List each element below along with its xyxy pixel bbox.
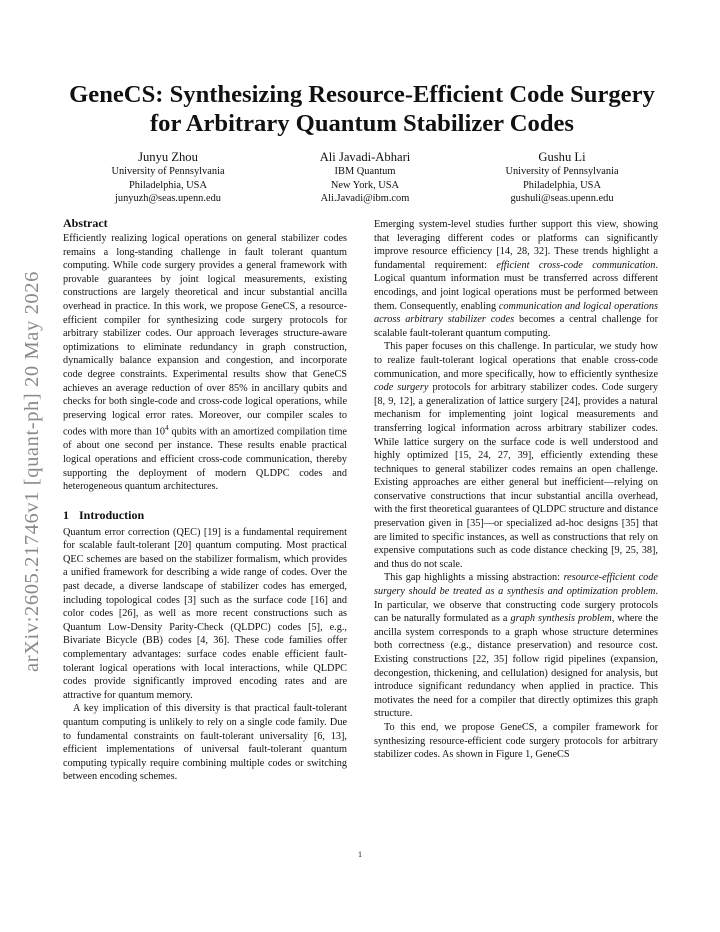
right-column: [374, 218, 658, 762]
paragraph: This paper focuses on this challenge. In particular, we study how to realize fault-tolerant logical operations that enable cross-code communication, and more specifically, how to efficiently synthesize code surgery protocols for arbitrary stabilizer codes. Code surgery [8, 9, 12], a generalization of lattice surgery [24], provides a natural mechanism for implementing joint logical measurements and transferring logical information across arbitrary stabilizer codes. While lattice surgery on the surface code is well understood and highly optimized [15, 24, 27, 39], efficiently extending these techniques to general stabilizer codes remains an open challenge. Existing approaches are either general but inefficient—relying on conservative constructions that incur substantial ancilla overhead, with the first theoretical guarantees of QLDPC structure and distance preservation given in [35]—or specialized ad-hoc designs [35] that are limited to specific instances, as well as constructions that rely on expensive computations such as code distance checking [9, 25, 38], and thus do not scale.: [374, 341, 658, 570]
paragraph: Emerging system-level studies further support this view, showing that leveraging different codes or platforms can significantly improve resource efficiency [14, 28, 32]. These trends highlight a fundamental requirement: efficient cross-code communication. Logical quantum information must be transferred across different encodings, and joint logical operations must be performed between them. Consequently, enabling communication and logical operations across arbitrary stabilizer codes becomes a central challenge for scalable fault-tolerant quantum computing.: [374, 219, 659, 339]
paper-title: GeneCS: Synthesizing Resource-Efficient Code Surgery for Arbitrary Quantum Stabilizer Codes: [69, 81, 655, 137]
author-3: [464, 150, 660, 206]
author-1: [70, 150, 266, 206]
author-name: Ali Javadi-Abhari: [319, 150, 411, 164]
author-name: Gushu Li: [538, 150, 586, 164]
author-block: [70, 150, 660, 206]
author-email: Ali.Javadi@ibm.com: [320, 193, 410, 204]
paragraph: Quantum error correction (QEC) [19] is a fundamental requirement for scalable fault-tolerant [20] quantum computing. Most practical QEC schemes are based on the stabilizer formalism, which provides a unified framework for describing a wide range of codes. Over the past decade, a diverse landscape of stabilizer codes has emerged, including topological codes [3] such as the surface code [16] and color codes [26], as well as more recent constructions such as Quantum Low-Density Parity-Check (QLDPC) codes [5], e.g., Bivariate Bicycle (BB) codes [4, 36]. These code families offer complementary advantages: surface codes enable efficient fault-tolerant logical operations with local interactions, while QLDPC codes provide significantly improved encoding rates and are attractive for quantum memory.: [63, 526, 347, 701]
paragraph: A key implication of this diversity is that practical fault-tolerant quantum computing is unlikely to rely on a single code family. Due to fundamental constraints on fault-tolerant universality [6, 13], efficient implementations of universal fault-tolerant quantum computing typically require combining multiple codes or switching between encoding schemes.: [63, 703, 347, 783]
author-email: junyuzh@seas.upenn.edu: [115, 193, 221, 204]
author-email: gushuli@seas.upenn.edu: [510, 193, 614, 204]
author-location: Philadelphia, USA: [523, 179, 601, 191]
arxiv-identifier: arXiv:2605.21746v1 [quant-ph] 20 May 2026: [20, 270, 43, 672]
author-affiliation: IBM Quantum: [334, 166, 396, 177]
author-location: Philadelphia, USA: [129, 179, 207, 191]
abstract-text: Efficiently realizing logical operations on general stabilizer codes remains a long-standing challenge in fault tolerant quantum computing. While code surgery provides a general framework with provable guarantees by joint logical measurements, existing constructions are largely theoretical and incur substantial ancilla overhead in practice. In this work, we propose GeneCS, a resource-efficient compiler for synthesizing code surgery protocols for arbitrary stabilizer codes. Our approach leverages structure-aware optimizations to eliminate redundancy in graph construction, dynamically balance expansion and congestion, and incorporate code degree constraints. Experimental results show that GeneCS achieves an average reduction of over 85% in ancillary qubits and checks for both single-code and cross-code logical operations, while preserving logical error rates. Moreover, our compiler scales to codes with more than $10^4$ qubits with an amortized compilation time of about one second per instance. These results enable practical logical operations and efficient cross-code communication, thereby supporting the deployment of modern QLDPC codes and heterogeneous quantum architectures.: [63, 233, 347, 493]
section-heading: 1 Introduction: [63, 507, 145, 522]
left-column: [63, 216, 347, 784]
page-number: 1: [358, 850, 362, 859]
abstract-heading: Abstract: [63, 216, 108, 230]
paragraph: This gap highlights a missing abstraction: resource-efficient code surgery should be treated as a synthesis and optimization problem. In particular, we observe that constructing code surgery protocols can be naturally formulated as a graph synthesis problem, where the ancilla system corresponds to a graph whose structure determines both correctness (e.g., distance preservation) and resource cost. Existing constructions [22, 35] follow rigid pipelines (expansion, decongestion, thickening, and cellulation) designed for analysis, but introduce significant redundancy when applied in practice. This motivates the need for a compiler that directly optimizes this graph structure.: [374, 572, 658, 720]
author-location: New York, USA: [330, 179, 400, 191]
author-affiliation: University of Pennsylvania: [505, 166, 619, 177]
author-affiliation: University of Pennsylvania: [111, 166, 225, 177]
author-2: [267, 150, 463, 206]
author-name: Junyu Zhou: [138, 150, 198, 164]
paragraph: To this end, we propose GeneCS, a compiler framework for synthesizing resource-efficient code surgery protocols for arbitrary stabilizer codes. As shown in Figure 1, GeneCS: [374, 721, 658, 761]
